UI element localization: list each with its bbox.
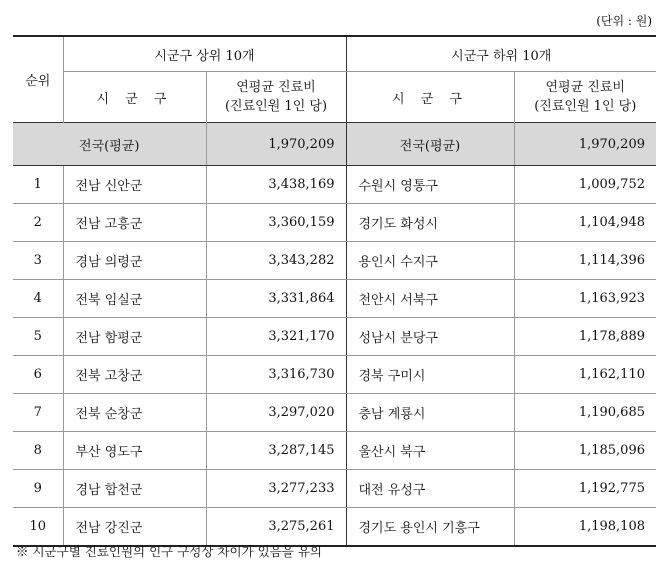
top-district-cell: 전남 신안군 bbox=[63, 166, 206, 204]
table-row bbox=[13, 280, 656, 318]
cost-header-line1: 연평균 진료비 bbox=[236, 80, 316, 95]
bottom-district-cell: 충남 계룡시 bbox=[346, 394, 514, 432]
national-average-row bbox=[13, 123, 656, 166]
top-district-cell: 부산 영도구 bbox=[63, 432, 206, 470]
rank-cell: 6 bbox=[13, 356, 63, 394]
rank-cell: 5 bbox=[13, 318, 63, 356]
table-row bbox=[13, 356, 656, 394]
header-row-groups bbox=[13, 36, 656, 72]
rank-cell: 3 bbox=[13, 242, 63, 280]
ranking-rows bbox=[13, 166, 656, 547]
bottom-cost-cell: 1,162,110 bbox=[514, 356, 656, 394]
rank-cell: 2 bbox=[13, 204, 63, 242]
bottom-cost-cell: 1,198,108 bbox=[514, 508, 656, 547]
bottom-cost-cell: 1,114,396 bbox=[514, 242, 656, 280]
rank-cell: 7 bbox=[13, 394, 63, 432]
header-row-columns bbox=[13, 72, 656, 123]
bottom-district-cell: 경북 구미시 bbox=[346, 356, 514, 394]
rank-cell: 1 bbox=[13, 166, 63, 204]
table-row bbox=[13, 394, 656, 432]
top-district-cell: 경남 의령군 bbox=[63, 242, 206, 280]
table-row bbox=[13, 204, 656, 242]
top-cost-cell: 3,331,864 bbox=[206, 280, 346, 318]
top-group-header: 시군구 상위 10개 bbox=[63, 36, 346, 72]
footnote: ※ 시군구별 진료인원의 인구 구성상 차이가 있음을 유의 bbox=[16, 544, 322, 559]
top-district-cell: 경남 합천군 bbox=[63, 470, 206, 508]
bottom-cost-cell: 1,178,889 bbox=[514, 318, 656, 356]
bottom-district-cell: 성남시 분당구 bbox=[346, 318, 514, 356]
top-district-header: 시 군 구 bbox=[63, 72, 206, 123]
table-row bbox=[13, 432, 656, 470]
rank-header: 순위 bbox=[13, 36, 63, 123]
bottom-district-cell: 울산시 북구 bbox=[346, 432, 514, 470]
cost-header-line2: (진료인원 1인 당) bbox=[534, 99, 637, 114]
top-cost-cell: 3,316,730 bbox=[206, 356, 346, 394]
bottom-district-cell: 대전 유성구 bbox=[346, 470, 514, 508]
top-cost-cell: 3,321,170 bbox=[206, 318, 346, 356]
table-row bbox=[13, 166, 656, 204]
rank-cell: 4 bbox=[13, 280, 63, 318]
table-row bbox=[13, 242, 656, 280]
top-district-cell: 전북 임실군 bbox=[63, 280, 206, 318]
bottom-cost-cell: 1,185,096 bbox=[514, 432, 656, 470]
rank-cell: 10 bbox=[13, 508, 63, 547]
top-district-cell: 전남 강진군 bbox=[63, 508, 206, 547]
bottom-cost-header bbox=[514, 72, 656, 123]
national-value-bottom: 1,970,209 bbox=[514, 123, 656, 166]
cost-ranking-table bbox=[13, 35, 656, 547]
top-district-cell: 전남 고흥군 bbox=[63, 204, 206, 242]
national-label-top: 전국(평균) bbox=[13, 123, 206, 166]
bottom-cost-cell: 1,009,752 bbox=[514, 166, 656, 204]
cost-header-line2: (진료인원 1인 당) bbox=[224, 99, 328, 114]
bottom-district-cell: 수원시 영통구 bbox=[346, 166, 514, 204]
top-district-cell: 전북 고창군 bbox=[63, 356, 206, 394]
top-cost-cell: 3,277,233 bbox=[206, 470, 346, 508]
top-cost-header bbox=[206, 72, 346, 123]
rank-cell: 9 bbox=[13, 470, 63, 508]
bottom-cost-cell: 1,104,948 bbox=[514, 204, 656, 242]
top-cost-cell: 3,360,159 bbox=[206, 204, 346, 242]
top-cost-cell: 3,287,145 bbox=[206, 432, 346, 470]
top-cost-cell: 3,275,261 bbox=[206, 508, 346, 547]
bottom-district-cell: 경기도 화성시 bbox=[346, 204, 514, 242]
bottom-district-cell: 경기도 용인시 기흥구 bbox=[346, 508, 514, 547]
bottom-cost-cell: 1,192,775 bbox=[514, 470, 656, 508]
top-cost-cell: 3,438,169 bbox=[206, 166, 346, 204]
table-row bbox=[13, 508, 656, 547]
top-district-cell: 전북 순창군 bbox=[63, 394, 206, 432]
bottom-district-cell: 용인시 수지구 bbox=[346, 242, 514, 280]
top-cost-cell: 3,343,282 bbox=[206, 242, 346, 280]
unit-note: (단위 : 원) bbox=[596, 14, 652, 28]
top-district-cell: 전남 함평군 bbox=[63, 318, 206, 356]
bottom-cost-cell: 1,163,923 bbox=[514, 280, 656, 318]
top-cost-cell: 3,297,020 bbox=[206, 394, 346, 432]
bottom-group-header: 시군구 하위 10개 bbox=[346, 36, 656, 72]
bottom-district-cell: 천안시 서북구 bbox=[346, 280, 514, 318]
bottom-district-header: 시 군 구 bbox=[346, 72, 514, 123]
bottom-cost-cell: 1,190,685 bbox=[514, 394, 656, 432]
table-row bbox=[13, 318, 656, 356]
national-label-bottom: 전국(평균) bbox=[346, 123, 514, 166]
rank-cell: 8 bbox=[13, 432, 63, 470]
table-row bbox=[13, 470, 656, 508]
national-value-top: 1,970,209 bbox=[206, 123, 346, 166]
cost-header-line1: 연평균 진료비 bbox=[545, 80, 625, 95]
